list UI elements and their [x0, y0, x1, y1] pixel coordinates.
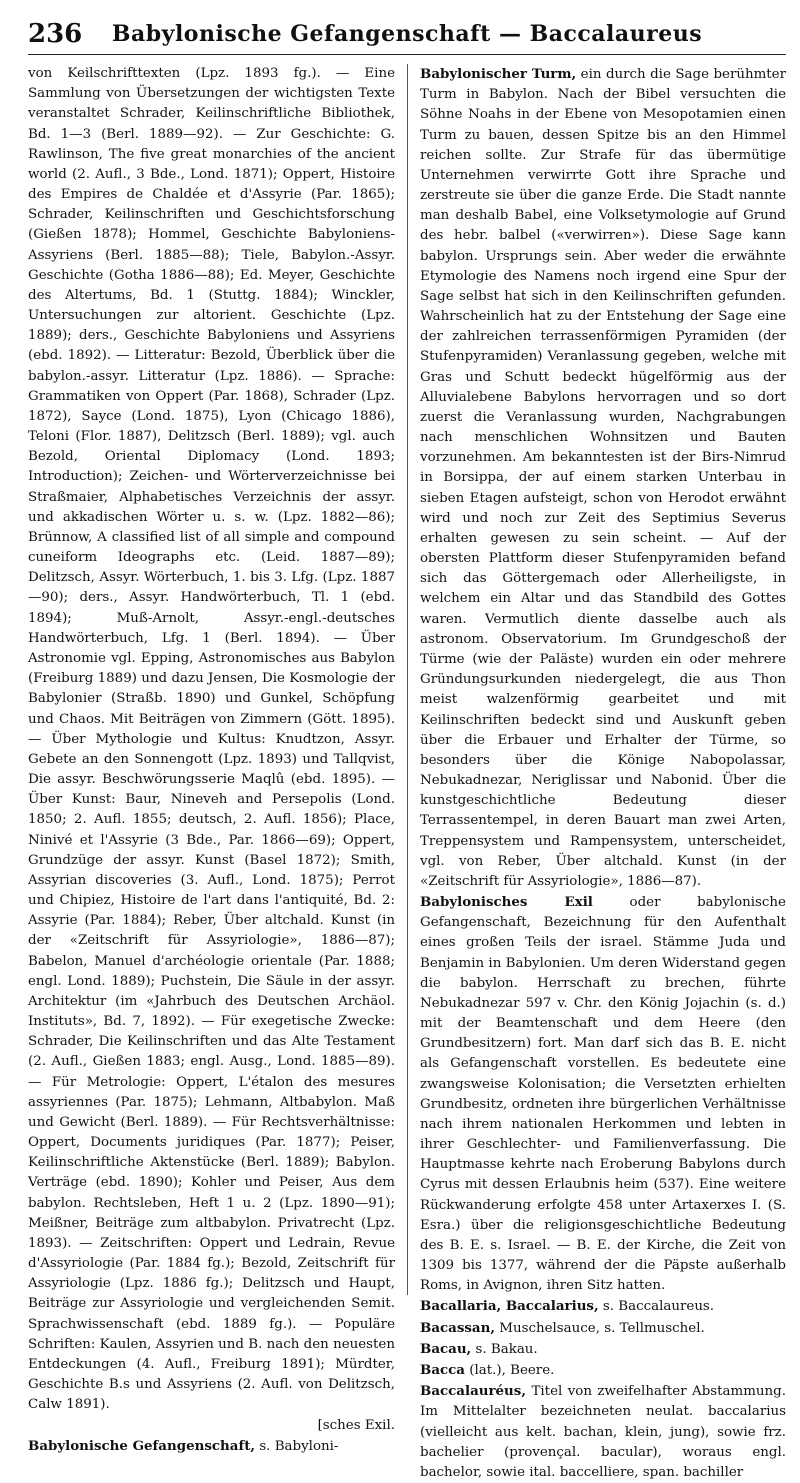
entry-bacassan: [420, 1318, 786, 1339]
entry-text: Titel von zweifelhafter Abstammung. Im Mittelalter bezeichneten neulat. baccalarius (vielleicht aus kelt. bachan, klein, jung), sowie frz. bachelier (provençal. bacular), woraus engl. bachelor, sowie ital. baccelliere, span. bachiller: [420, 1384, 786, 1480]
entry-text: s. Baccalaureus.: [602, 1299, 715, 1315]
text-columns: [28, 64, 786, 1480]
entry-lemma: Bacau,: [420, 1340, 472, 1357]
entry-bacau: [420, 1339, 786, 1360]
entry-lemma: Babylonisches Exil: [420, 894, 593, 911]
entry-lemma: Baccalauréus,: [420, 1383, 526, 1400]
entry-lemma: Bacca: [420, 1362, 465, 1378]
entry-lemma: Bacassan,: [420, 1319, 495, 1336]
entry-text: Muschelsauce, s. Tellmuschel.: [499, 1320, 705, 1336]
entry-text: s. Bakau.: [475, 1341, 538, 1357]
bibliography-paragraph: von Keilschrifttexten (Lpz. 1893 fg.). — Eine Sammlung von Übersetzungen der wichtigsten Texte veranstaltet Schrader, Keilinschriftliche Bibliothek, Bd. 1—3 (Berl. 1889—92). — Zur Geschichte: G. Rawlinson, The five great monarchies of the ancient world (2. Aufl., 3 Bde., Lond. 1871); Oppert, Histoire des Empires de Chaldée et d'Assyrie (Par. 1865); Schrader, Keilinschriften und Geschichtsforschung (Gießen 1878); Hommel, Geschichte Babyloniens-Assyriens (Berl. 1885—88); Tiele, Babylon.-Assyr. Geschichte (Gotha 1886—88); Ed. Meyer, Geschichte des Altertums, Bd. 1 (Stuttg. 1884); Winckler, Untersuchungen zur altorient. Geschichte (Lpz. 1889); ders., Geschichte Babyloniens und Assyriens (ebd. 1892). — Litteratur: Bezold, Überblick über die babylon.-assyr. Litteratur (Lpz. 1886). — Sprache: Grammatiken von Oppert (Par. 1868), Schrader (Lpz. 1872), Sayce (Lond. 1875), Lyon (Chicago 1886), Teloni (Flor. 1887), Delitzsch (Berl. 1889); vgl. auch Bezold, Oriental Diplomacy (Lond. 1893; Introduction); Zeichen- und Wörterverzeichnisse bei Straßmaier, Alphabetisches Verzeichnis der assyr. und akkadischen Wörter u. s. w. (Lpz. 1882—86); Brünnow, A classified list of all simple and compound cuneiform Ideographs etc. (Leid. 1887—89); Delitzsch, Assyr. Wörterbuch, 1. bis 3. Lfg. (Lpz. 1887—90); ders., Assyr. Handwörterbuch, Tl. 1 (ebd. 1894); Muß-Arnolt, Assyr.-engl.-deutsches Handwörterbuch, Lfg. 1 (Berl. 1894). — Über Astronomie vgl. Epping, Astronomisches aus Babylon (Freiburg 1889) und dazu Jensen, Die Kosmologie der Babylonier (Straßb. 1890) und Gunkel, Schöpfung und Chaos. Mit Beiträgen von Zimmern (Gött. 1895). — Über Mythologie und Kultus: Knudtzon, Assyr. Gebete an den Sonnengott (Lpz. 1893) und Tallqvist, Die assyr. Beschwörungsserie Maqlû (ebd. 1895). — Über Kunst: Baur, Nineveh and Persepolis (Lond. 1850; 2. Aufl. 1855; deutsch, 2. Aufl. 1856); Place, Ninivé et l'Assyrie (3 Bde., Par. 1866—69); Oppert, Grundzüge der assyr. Kunst (Basel 1872); Smith, Assyrian discoveries (3. Aufl., Lond. 1875); Perrot und Chipiez, Histoire de l'art dans l'antiquité, Bd. 2: Assyrie (Par. 1884); Reber, Über altchald. Kunst (in der «Zeitschrift für Assyriologie», 1886—87); Babelon, Manuel d'archéologie orientale (Par. 1888; engl. Lond. 1889); Puchstein, Die Säule in der assyr. Architektur (im «Jahrbuch des Deutschen Archäol. Instituts», Bd. 7, 1892). — Für exegetische Zwecke: Schrader, Die Keilinschriften und das Alte Testament (2. Aufl., Gießen 1883; engl. Ausg., Lond. 1885—89). — Für Metrologie: Oppert, L'étalon des mesures assyriennes (Par. 1875); Lehmann, Altbabylon. Maß und Gewicht (Berl. 1889). — Für Rechtsverhältnisse: Oppert, Documents juridiques (Par. 1877); Peiser, Keilinschriftliche Aktenstücke (Berl. 1889); Babylon. Verträge (ebd. 1890); Kohler und Peiser, Aus dem babylon. Rechtsleben, Heft 1 u. 2 (Lpz. 1890—91); Meißner, Beiträge zum altbabylon. Privatrecht (Lpz. 1893). — Zeitschriften: Oppert und Ledrain, Revue d'Assyriologie (Par. 1884 fg.); Bezold, Zeitschrift für Assyriologie (Lpz. 1886 fg.); Delitzsch und Haupt, Beiträge zur Assyriologie und vergleichenden Semit. Sprachwissenschaft (ebd. 1889 fg.). — Populäre Schriften: Kaulen, Assyrien und B. nach den neuesten Entdeckungen (4. Aufl., Freiburg 1891); Mürdter, Geschichte B.s und Assyriens (2. Aufl. von Delitzsch, Calw 1891).: [28, 66, 395, 1413]
entry-text: ein durch die Sage berühmter Turm in Babylon. Nach der Bibel versuchten die Söhne Noahs in der Ebene von Mesopotamien einen Turm zu bauen, dessen Spitze bis an den Himmel reichen sollte. Zur Strafe für das übermütige Unternehmen verwirrte Gott ihre Sprache und zerstreute sie über die ganze Erde. Die Stadt nannte man deshalb Babel, eine Volksetymologie auf Grund des hebr. balbel («verwirren»). Diese Sage kann babylon. Ursprungs sein. Aber weder die erwähnte Etymologie des Namens noch irgend eine Spur der Sage selbst hat sich in den Keilinschriften gefunden. Wahrscheinlich hat zu der Entstehung der Sage eine der zahlreichen terrassenförmigen Pyramiden (der Stufenpyramiden) Veranlassung gegeben, welche mit Gras und Schutt bedeckt hügelförmig aus der Alluvialebene Babylons hervorragen und so dort zuerst die Veranlassung wurden, Nachgrabungen nach menschlichen Wohnsitzen und Bauten vorzunehmen. Am bekanntesten ist der Birs-Nimrud in Borsippa, der auf einem starken Unterbau in sieben Etagen aufsteigt, schon von Herodot erwähnt wird und noch zur Zeit des Septimius Severus erhalten gewesen zu sein scheint. — Auf der obersten Plattform dieser Stufenpyramiden befand sich das Göttergemach oder Allerheiligste, in welchem ein Altar und das Standbild des Gottes waren. Vermutlich diente dasselbe auch als astronom. Observatorium. Im Grundgeschoß der Türme (wie der Paläste) wurden ein oder mehrere Gründungsurkunden niedergelegt, die aus Thon meist walzenförmig gearbeitet und mit Keilinschriften bedeckt sind und Auskunft geben über die Erbauer und Erhalter der Türme, so besonders über die Könige Nabopolassar, Nebukadnezar, Neriglissar und Nabonid. Über die kunstgeschichtliche Bedeutung dieser Terrassentempel, in deren Bauart man zwei Arten, Treppensystem und Rampensystem, unterscheidet, vgl. von Reber, Über altchald. Kunst (in der «Zeitschrift für Assyriologie», 1886—87).: [420, 67, 786, 889]
right-column: [407, 64, 786, 1480]
left-column: [28, 64, 407, 1454]
entry-text: s. Babyloni-: [259, 1438, 339, 1454]
entry-lemma: Babylonischer Turm,: [420, 66, 577, 82]
entry-text: (lat.), Beere.: [469, 1363, 555, 1378]
running-head: Babylonische Gefangenschaft — Baccalaureus: [111, 21, 703, 47]
entry-lemma: Babylonische Gefangenschaft,: [28, 1437, 256, 1454]
entry-bacallaria: [420, 1296, 786, 1317]
entry-text: oder babylonische Gefangenschaft, Bezeichnung für den Aufenthalt eines großen Teils der israel. Stämme Juda und Benjamin in Babylonien. Um deren Widerstand gegen die babylon. Herrschaft zu brechen, führte Nebukadnezar 597 v. Chr. den König Jojachin (s. d.) mit der Beamtenschaft und dem Heere (den Grundbesitzern) fort. Man darf sich das B. E. nicht als Gefangenschaft vorstellen. Es bedeutete eine zwangsweise Kolonisation; die Versetzten erhielten Grundbesitz, ordneten ihre bürgerlichen Verhältnisse nach ihrem nationalen Herkommen und lebten in ihrer Geschlechter- und Familienverfassung. Die Hauptmasse kehrte nach Eroberung Babylons durch Cyrus mit dessen Erlaubnis heim (537). Eine weitere Rückwanderung erfolgte 458 unter Artaxerxes I. (S. Esra.) über die religionsgeschichtliche Bedeutung des B. E. s. Israel. — B. E. der Kirche, die Zeit von 1309 bis 1377, während der die Päpste außerhalb Roms, in Avignon, ihren Sitz hatten.: [420, 895, 786, 1294]
entry-lemma: Bacallaria, Baccalarius,: [420, 1298, 599, 1315]
page-number: 236: [28, 19, 83, 49]
entry-babylonischer-turm: [420, 64, 786, 892]
entry-baccalaureus: [420, 1381, 786, 1483]
entry-babylonische-gefangenschaft: [28, 1436, 395, 1457]
entry-babylonisches-exil: [420, 892, 786, 1296]
cross-reference-tail: [sches Exil.: [317, 1417, 395, 1433]
entry-bacca: [420, 1360, 786, 1381]
page-header: [28, 14, 786, 55]
